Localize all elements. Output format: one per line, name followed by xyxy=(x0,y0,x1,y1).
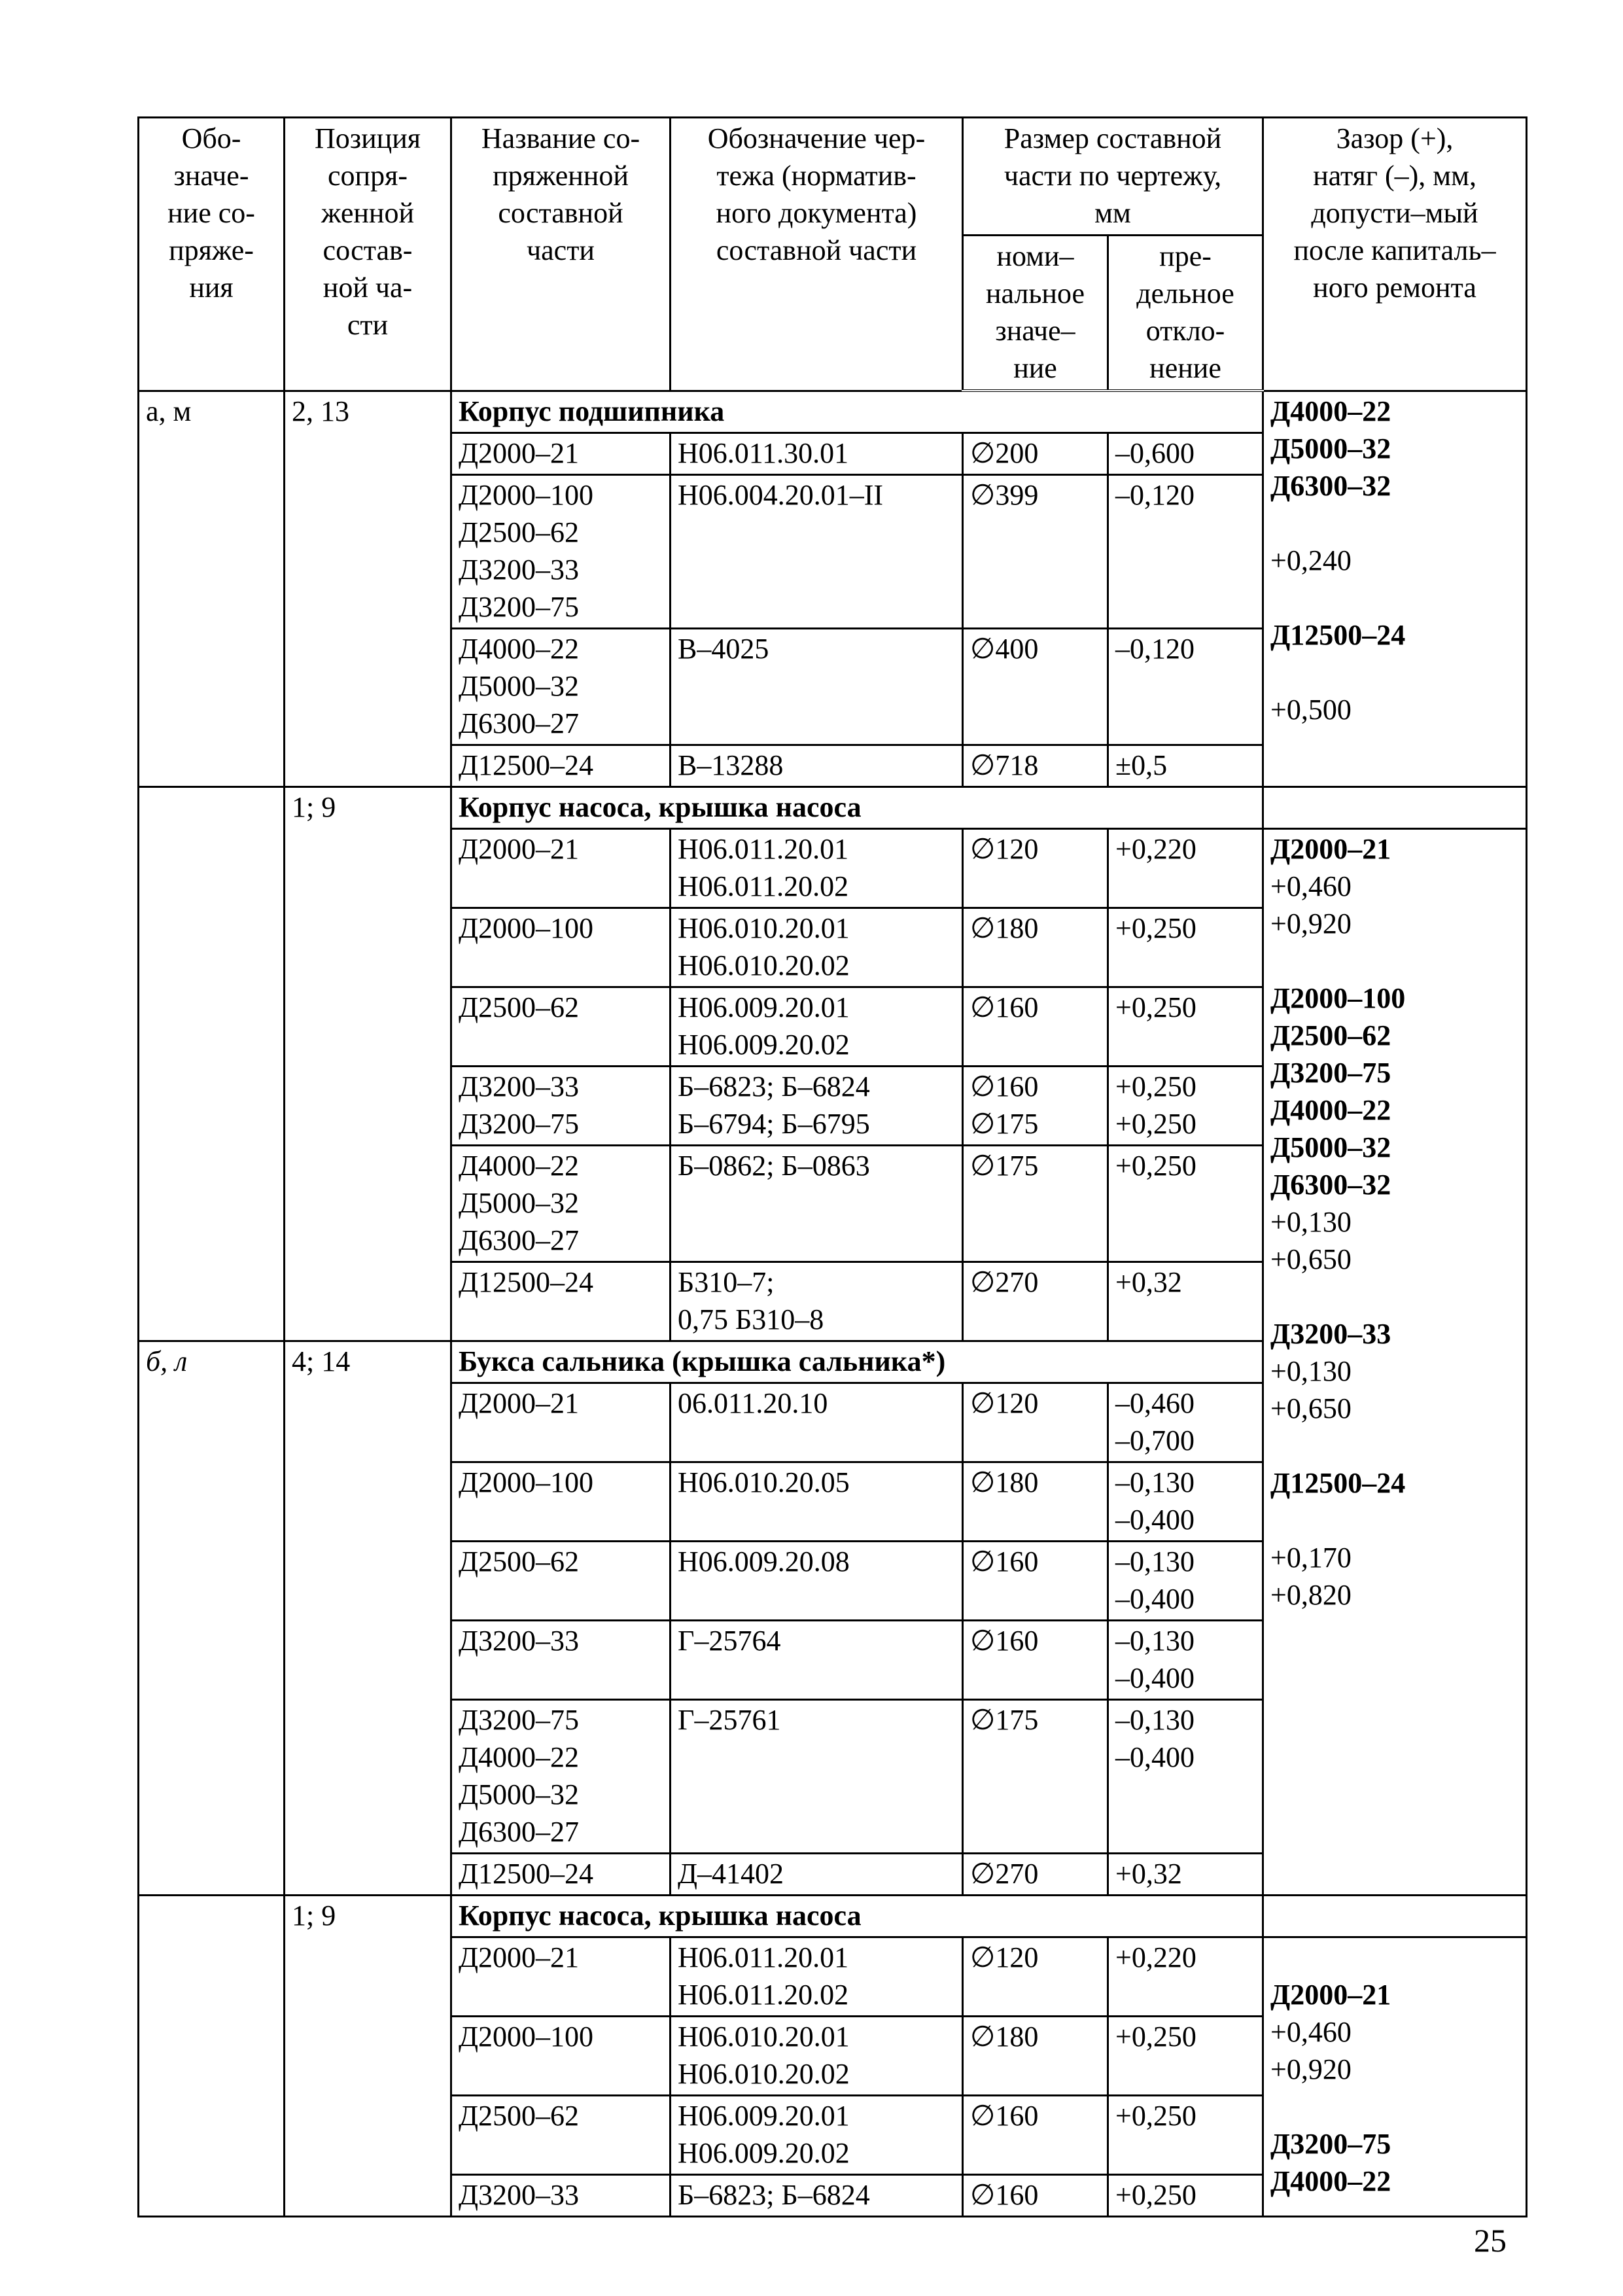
limit-deviation: +0,220 xyxy=(1108,829,1263,908)
nominal-size: ∅400 xyxy=(963,629,1108,745)
gap-value: +0,130 xyxy=(1270,1355,1352,1387)
gap-value: +0,240 xyxy=(1270,544,1352,576)
clearance-empty-cell xyxy=(1263,787,1527,829)
nominal-size: ∅270 xyxy=(963,1854,1108,1896)
header-clearance: Зазор (+), натяг (–), мм, допусти–мый после капиталь– ного ремонта xyxy=(1263,118,1527,391)
gap-pump-model: Д2000–21 xyxy=(1270,833,1391,865)
gap-pump-model: Д3200–33 xyxy=(1270,1318,1391,1350)
header-designation: Обо- значе- ние со- пряже- ния xyxy=(139,118,285,391)
limit-deviation: –0,130 –0,400 xyxy=(1108,1621,1263,1700)
limit-deviation: +0,250 xyxy=(1108,2096,1263,2175)
gap-value: +0,820 xyxy=(1270,1579,1352,1611)
pump-model: Д2000–100 Д2500–62 Д3200–33 Д3200–75 xyxy=(451,475,671,629)
clearance-empty-cell xyxy=(1263,1896,1527,1937)
gap-pump-model: Д6300–32 xyxy=(1270,469,1391,502)
pump-model: Д4000–22 Д5000–32 Д6300–27 xyxy=(451,629,671,745)
drawing-number: Г–25761 xyxy=(671,1700,963,1854)
section-title: Корпус насоса, крышка насоса xyxy=(451,787,1263,829)
gap-pump-model: Д4000–22 xyxy=(1270,395,1391,427)
pump-model: Д3200–33 xyxy=(451,1621,671,1700)
gap-pump-model: Д6300–32 xyxy=(1270,1169,1391,1201)
gap-spacer xyxy=(1270,504,1519,542)
gap-value: +0,650 xyxy=(1270,1392,1352,1424)
limit-deviation: +0,250 xyxy=(1108,908,1263,987)
section-row xyxy=(139,391,1527,433)
pump-model: Д2000–21 xyxy=(451,829,671,908)
nominal-size: ∅175 xyxy=(963,1700,1108,1854)
limit-deviation: –0,600 xyxy=(1108,433,1263,475)
clearance-cell xyxy=(1263,391,1527,787)
gap-spacer xyxy=(1270,942,1519,980)
pump-model: Д3200–75 Д4000–22 Д5000–32 Д6300–27 xyxy=(451,1700,671,1854)
mate-designation: а, м xyxy=(139,391,285,787)
drawing-number: Н06.010.20.01 Н06.010.20.02 xyxy=(671,2017,963,2096)
drawing-number: 06.011.20.10 xyxy=(671,1383,963,1462)
pump-model: Д2000–21 xyxy=(451,1383,671,1462)
gap-spacer xyxy=(1270,579,1519,616)
drawing-number: Н06.004.20.01–II xyxy=(671,475,963,629)
gap-spacer xyxy=(1270,1278,1519,1315)
pump-model: Д2500–62 xyxy=(451,2096,671,2175)
header-drawing-designation: Обозначение чер- тежа (норматив- ного документа) составной части xyxy=(671,118,963,391)
limit-deviation: ±0,5 xyxy=(1108,745,1263,787)
section-row xyxy=(139,787,1527,829)
gap-spacer xyxy=(1270,1427,1519,1464)
mate-designation xyxy=(139,787,285,1341)
table-body xyxy=(139,391,1527,2217)
header-part-name: Название со- пряженной составной части xyxy=(451,118,671,391)
limit-deviation: +0,32 xyxy=(1108,1262,1263,1341)
header-nominal-value: номи– нальное значе– ние xyxy=(963,236,1108,391)
limit-deviation: +0,32 xyxy=(1108,1854,1263,1896)
nominal-size: ∅160 xyxy=(963,987,1108,1067)
drawing-number: Н06.011.20.01 Н06.011.20.02 xyxy=(671,1937,963,2017)
nominal-size: ∅120 xyxy=(963,1383,1108,1462)
drawing-number: Д–41402 xyxy=(671,1854,963,1896)
drawing-number: Н06.009.20.01 Н06.009.20.02 xyxy=(671,2096,963,2175)
drawing-number: Б–6823; Б–6824 xyxy=(671,2175,963,2217)
gap-spacer xyxy=(1270,2088,1519,2125)
limit-deviation: +0,220 xyxy=(1108,1937,1263,2017)
drawing-number: Г–25764 xyxy=(671,1621,963,1700)
pump-model: Д2000–100 xyxy=(451,2017,671,2096)
nominal-size: ∅160 xyxy=(963,1542,1108,1621)
gap-spacer xyxy=(1270,1502,1519,1539)
part-position: 4; 14 xyxy=(285,1341,451,1896)
pump-model: Д12500–24 xyxy=(451,745,671,787)
table-header xyxy=(139,118,1527,391)
limit-deviation: –0,130 –0,400 xyxy=(1108,1462,1263,1542)
header-position: Позиция сопря- женной состав- ной ча- сти xyxy=(285,118,451,391)
gap-value: +0,920 xyxy=(1270,2053,1352,2085)
drawing-number: Б–0862; Б–0863 xyxy=(671,1146,963,1262)
nominal-size: ∅160 xyxy=(963,2096,1108,2175)
gap-pump-model: Д12500–24 xyxy=(1270,618,1406,651)
gap-pump-model: Д4000–22 xyxy=(1270,1094,1391,1126)
nominal-size: ∅270 xyxy=(963,1262,1108,1341)
mate-designation xyxy=(139,1896,285,2217)
nominal-size: ∅718 xyxy=(963,745,1108,787)
drawing-number: Б–6823; Б–6824 Б–6794; Б–6795 xyxy=(671,1067,963,1146)
clearance-cell xyxy=(1263,1937,1527,2217)
gap-value: +0,170 xyxy=(1270,1542,1352,1574)
limit-deviation: –0,120 xyxy=(1108,475,1263,629)
mate-designation: б, л xyxy=(139,1341,285,1896)
drawing-number: Б310–7; 0,75 Б310–8 xyxy=(671,1262,963,1341)
nominal-size: ∅160 ∅175 xyxy=(963,1067,1108,1146)
gap-pump-model: Д5000–32 xyxy=(1270,432,1391,465)
pump-model: Д3200–33 xyxy=(451,2175,671,2217)
nominal-size: ∅120 xyxy=(963,1937,1108,2017)
limit-deviation: –0,460 –0,700 xyxy=(1108,1383,1263,1462)
nominal-size: ∅120 xyxy=(963,829,1108,908)
nominal-size: ∅180 xyxy=(963,1462,1108,1542)
spec-table xyxy=(137,116,1527,2217)
pump-model: Д2000–100 xyxy=(451,908,671,987)
gap-spacer xyxy=(1270,654,1519,691)
gap-pump-model: Д2000–21 xyxy=(1270,1979,1391,2011)
gap-pump-model: Д4000–22 xyxy=(1270,2165,1391,2197)
limit-deviation: +0,250 xyxy=(1108,1146,1263,1262)
pump-model: Д12500–24 xyxy=(451,1262,671,1341)
header-limit-deviation: пре- дельное откло- нение xyxy=(1108,236,1263,391)
gap-pump-model: Д12500–24 xyxy=(1270,1467,1406,1499)
drawing-number: Н06.010.20.01 Н06.010.20.02 xyxy=(671,908,963,987)
limit-deviation: +0,250 +0,250 xyxy=(1108,1067,1263,1146)
header-part-size: Размер составной части по чертежу, мм xyxy=(963,118,1263,236)
pump-model: Д12500–24 xyxy=(451,1854,671,1896)
pump-model: Д2000–100 xyxy=(451,1462,671,1542)
pump-model: Д2000–21 xyxy=(451,1937,671,2017)
clearance-cell xyxy=(1263,829,1527,1896)
limit-deviation: +0,250 xyxy=(1108,2175,1263,2217)
page-number: 25 xyxy=(1474,2222,1507,2259)
limit-deviation: –0,130 –0,400 xyxy=(1108,1700,1263,1854)
gap-value: +0,460 xyxy=(1270,870,1352,902)
gap-value: +0,500 xyxy=(1270,693,1352,726)
drawing-number: Н06.009.20.08 xyxy=(671,1542,963,1621)
part-position: 2, 13 xyxy=(285,391,451,787)
nominal-size: ∅180 xyxy=(963,908,1108,987)
section-title: Корпус подшипника xyxy=(451,391,1263,433)
gap-pump-model: Д2500–62 xyxy=(1270,1019,1391,1051)
gap-pump-model: Д2000–100 xyxy=(1270,982,1406,1014)
gap-spacer xyxy=(1270,1939,1519,1976)
part-position: 1; 9 xyxy=(285,1896,451,2217)
gap-value: +0,460 xyxy=(1270,2016,1352,2048)
nominal-size: ∅160 xyxy=(963,2175,1108,2217)
section-title: Корпус насоса, крышка насоса xyxy=(451,1896,1263,1937)
gap-value: +0,650 xyxy=(1270,1243,1352,1275)
gap-value: +0,130 xyxy=(1270,1206,1352,1238)
nominal-size: ∅200 xyxy=(963,433,1108,475)
limit-deviation: +0,250 xyxy=(1108,987,1263,1067)
pump-model: Д4000–22 Д5000–32 Д6300–27 xyxy=(451,1146,671,1262)
nominal-size: ∅180 xyxy=(963,2017,1108,2096)
part-position: 1; 9 xyxy=(285,787,451,1341)
gap-pump-model: Д5000–32 xyxy=(1270,1131,1391,1163)
nominal-size: ∅399 xyxy=(963,475,1108,629)
drawing-number: Н06.011.30.01 xyxy=(671,433,963,475)
gap-pump-model: Д3200–75 xyxy=(1270,2128,1391,2160)
limit-deviation: –0,120 xyxy=(1108,629,1263,745)
spec-table-container xyxy=(137,116,1526,2217)
pump-model: Д2000–21 xyxy=(451,433,671,475)
section-row xyxy=(139,1896,1527,1937)
section-title: Букса сальника (крышка сальника*) xyxy=(451,1341,1263,1383)
pump-model: Д3200–33 Д3200–75 xyxy=(451,1067,671,1146)
drawing-number: Н06.010.20.05 xyxy=(671,1462,963,1542)
drawing-number: Н06.009.20.01 Н06.009.20.02 xyxy=(671,987,963,1067)
pump-model: Д2500–62 xyxy=(451,987,671,1067)
gap-value: +0,920 xyxy=(1270,908,1352,940)
drawing-number: В–4025 xyxy=(671,629,963,745)
drawing-number: В–13288 xyxy=(671,745,963,787)
limit-deviation: –0,130 –0,400 xyxy=(1108,1542,1263,1621)
gap-pump-model: Д3200–75 xyxy=(1270,1057,1391,1089)
pump-model: Д2500–62 xyxy=(451,1542,671,1621)
limit-deviation: +0,250 xyxy=(1108,2017,1263,2096)
drawing-number: Н06.011.20.01 Н06.011.20.02 xyxy=(671,829,963,908)
nominal-size: ∅160 xyxy=(963,1621,1108,1700)
nominal-size: ∅175 xyxy=(963,1146,1108,1262)
